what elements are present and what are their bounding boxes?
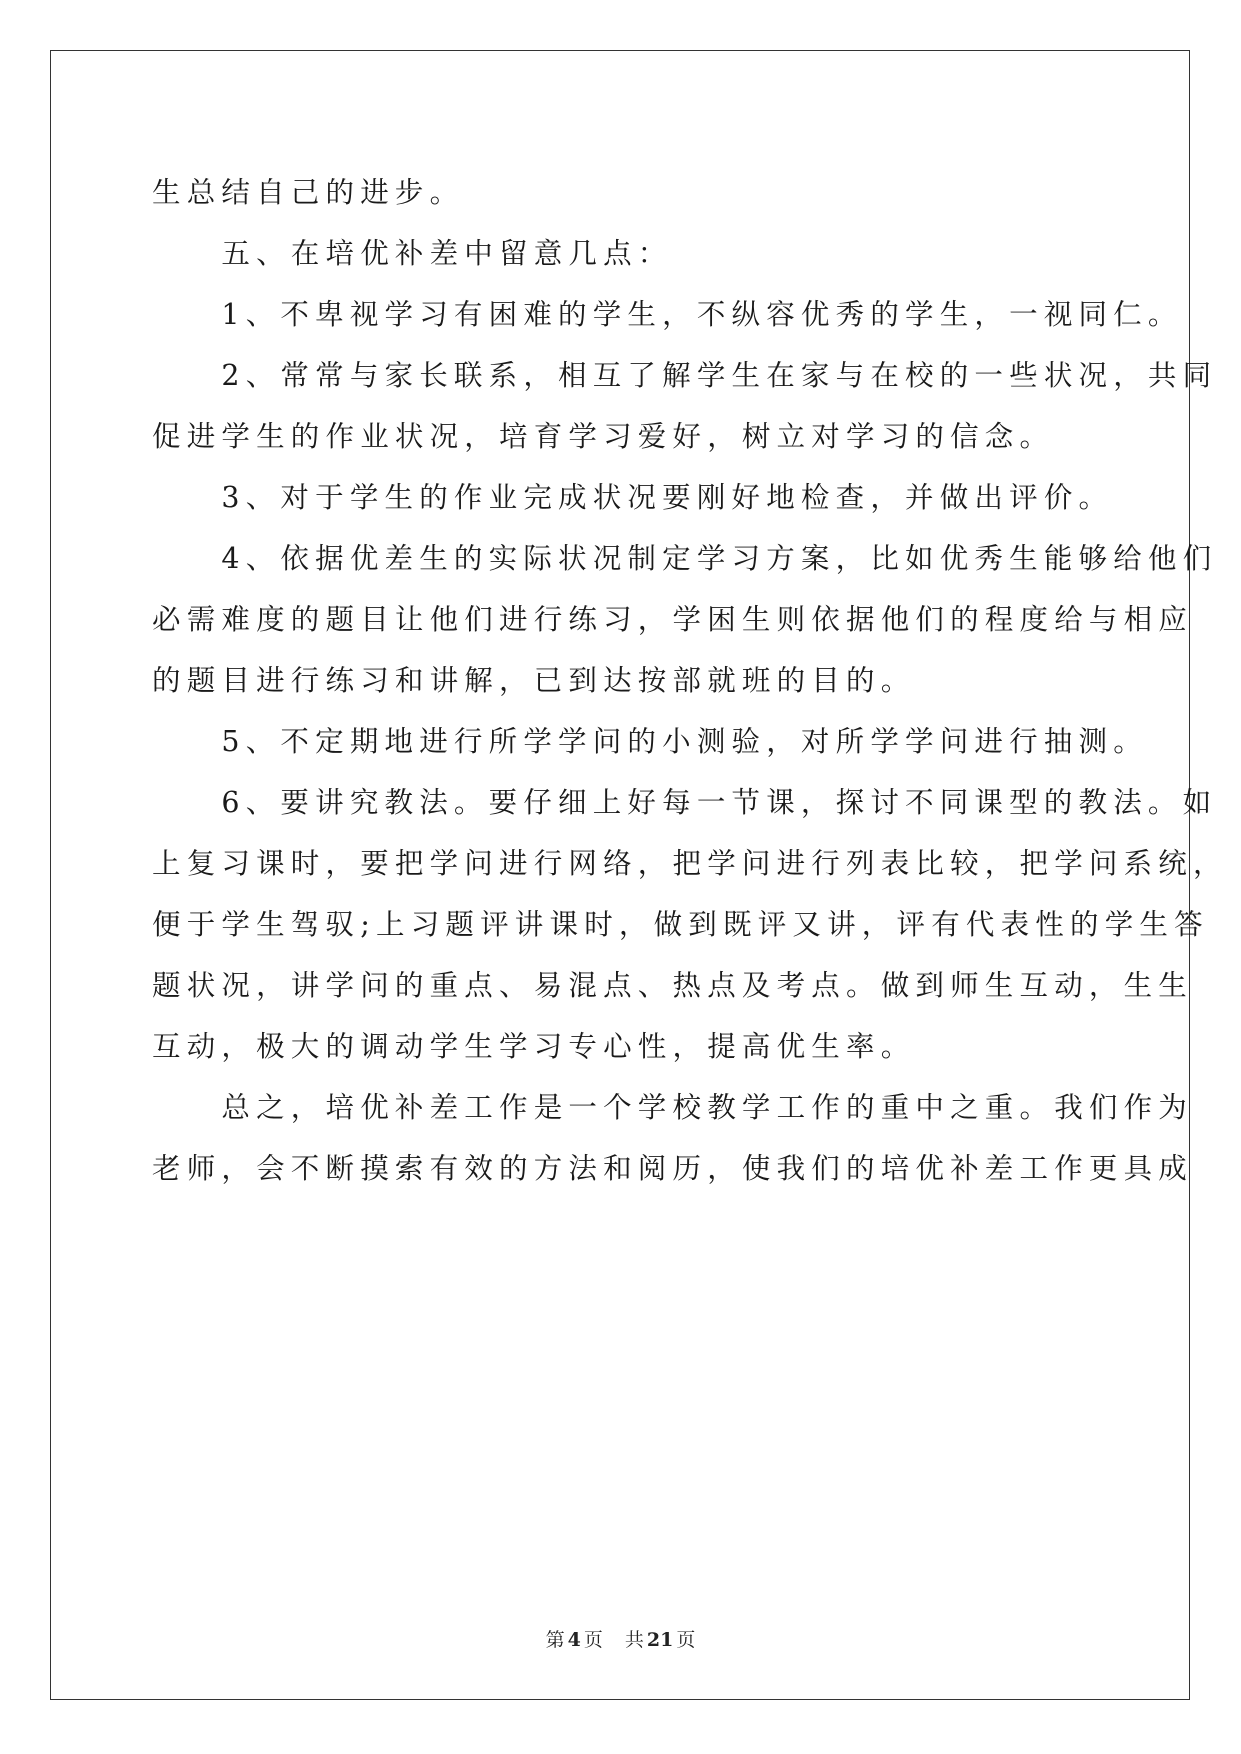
text-line-13: 便于学生驾驭;上习题评讲课时，做到既评又讲，评有代表性的学生答 xyxy=(152,908,1209,941)
text-line-10: 5、不定期地进行所学学问的小测验，对所学学问进行抽测。 xyxy=(152,725,1148,758)
page-suffix: 页 xyxy=(583,1629,603,1651)
text-line-17: 老师，会不断摸索有效的方法和阅历，使我们的培优补差工作更具成 xyxy=(152,1152,1194,1185)
text-line-2: 五、在培优补差中留意几点： xyxy=(152,237,673,270)
total-pages: 21 xyxy=(646,1629,674,1651)
text-line-9: 的题目进行练习和讲解，已到达按部就班的目的。 xyxy=(152,664,916,697)
text-line-3: 1、不卑视学习有困难的学生，不纵容优秀的学生，一视同仁。 xyxy=(152,298,1183,331)
text-line-16: 总之，培优补差工作是一个学校教学工作的重中之重。我们作为 xyxy=(152,1091,1194,1124)
text-line-6: 3、对于学生的作业完成状况要刚好地检查，并做出评价。 xyxy=(152,481,1114,514)
text-line-11: 6、要讲究教法。要仔细上好每一节课，探讨不同课型的教法。如 xyxy=(152,786,1218,819)
text-line-1: 生总结自己的进步。 xyxy=(152,176,465,209)
text-line-12: 上复习课时，要把学问进行网络，把学问进行列表比较，把学问系统， xyxy=(152,847,1228,880)
text-line-15: 互动，极大的调动学生学习专心性，提高优生率。 xyxy=(152,1030,916,1063)
page-number: 4 xyxy=(567,1629,581,1651)
text-line-7: 4、依据优差生的实际状况制定学习方案，比如优秀生能够给他们 xyxy=(152,542,1218,575)
text-line-8: 必需难度的题目让他们进行练习，学困生则依据他们的程度给与相应 xyxy=(152,603,1194,636)
total-suffix: 页 xyxy=(676,1629,696,1651)
text-line-4: 2、常常与家长联系，相互了解学生在家与在校的一些状况，共同 xyxy=(152,359,1218,392)
page-footer xyxy=(0,1625,1241,1652)
page-prefix: 第 xyxy=(545,1629,565,1651)
document-body xyxy=(152,162,1228,1199)
total-prefix: 共 xyxy=(624,1629,644,1651)
text-line-5: 促进学生的作业状况，培育学习爱好，树立对学习的信念。 xyxy=(152,420,1055,453)
text-line-14: 题状况，讲学问的重点、易混点、热点及考点。做到师生互动，生生 xyxy=(152,969,1194,1002)
